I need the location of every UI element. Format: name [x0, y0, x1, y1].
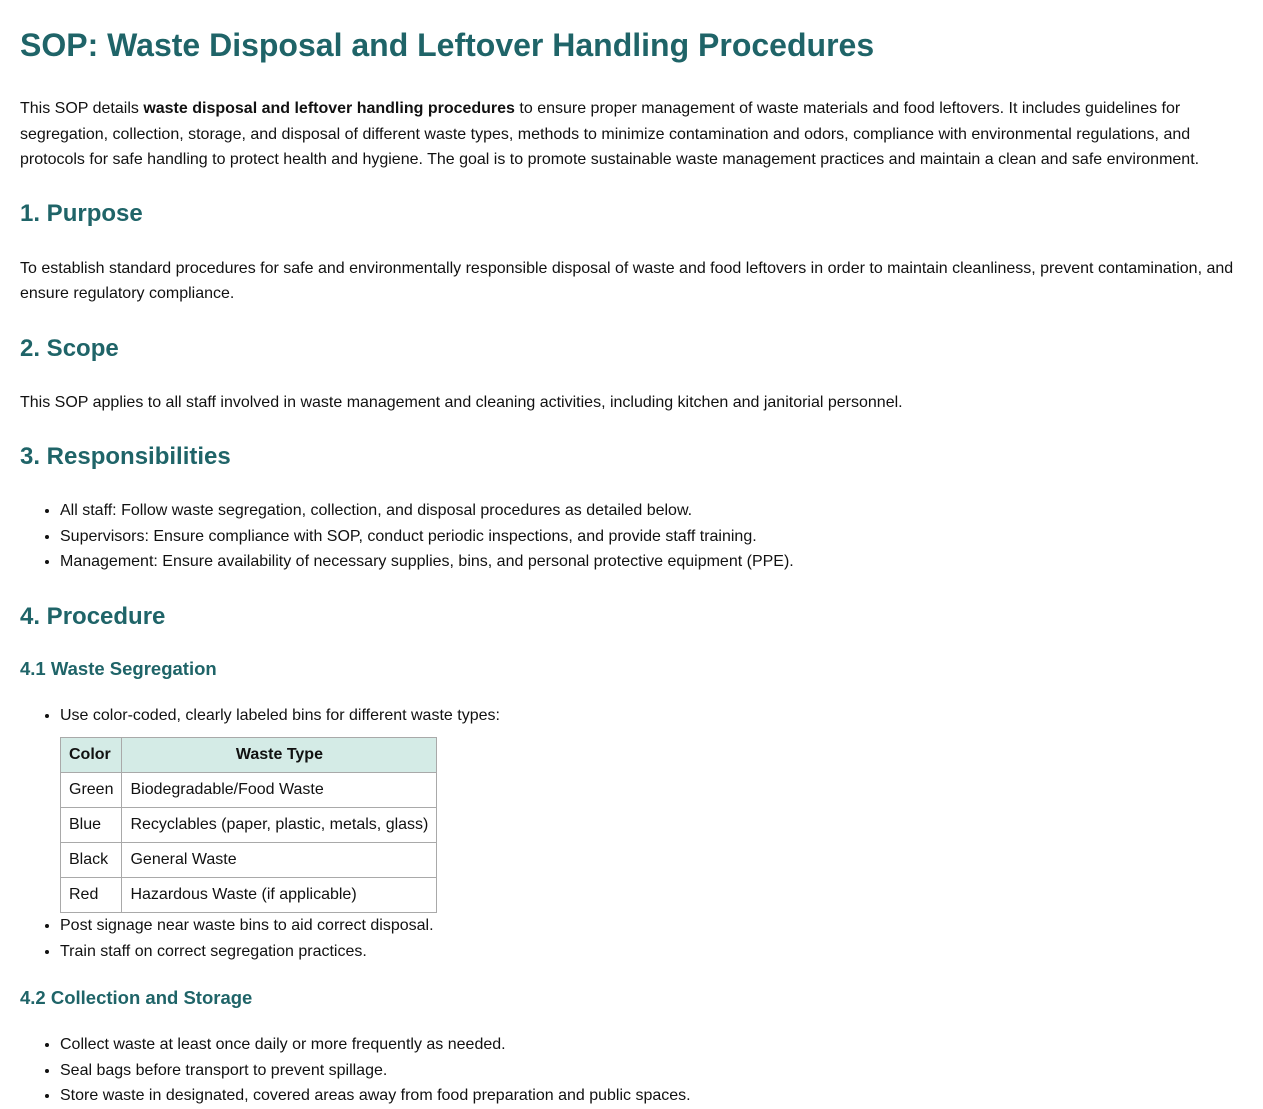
- cell-waste-type: Hazardous Waste (if applicable): [122, 878, 437, 913]
- table-row: [61, 843, 437, 878]
- column-header-waste-type: Waste Type: [122, 738, 437, 773]
- segregation-intro-text: Use color-coded, clearly labeled bins for different waste types:: [60, 706, 500, 724]
- list-item: • Train staff on correct segregation practices.: [60, 939, 1243, 965]
- intro-bold: waste disposal and leftover handling procedures: [143, 100, 515, 117]
- cell-color: Blue: [61, 808, 122, 843]
- segregation-heading: 4.1 Waste Segregation: [20, 657, 217, 679]
- table-row: [61, 773, 437, 808]
- purpose-text: To establish standard procedures for safe and environmentally responsible disposal of waste and food leftovers in order to maintain cleanliness, prevent contamination, and ensure regulatory compliance.: [20, 259, 1234, 302]
- intro-prefix: This SOP details: [20, 100, 144, 117]
- list-item: • Management: Ensure availability of necessary supplies, bins, and personal protective equipment (PPE).: [60, 549, 1243, 575]
- waste-bin-table: [60, 737, 437, 913]
- column-header-color: Color: [61, 738, 122, 773]
- list-item: • Supervisors: Ensure compliance with SOP, conduct periodic inspections, and provide staff training.: [60, 524, 1243, 550]
- cell-waste-type: General Waste: [122, 843, 437, 878]
- list-item: • Collect waste at least once daily or more frequently as needed.: [60, 1032, 1243, 1058]
- cell-color: Red: [61, 878, 122, 913]
- list-item: • Store waste in designated, covered areas away from food preparation and public spaces.: [60, 1083, 1243, 1109]
- collection-heading: 4.2 Collection and Storage: [20, 987, 253, 1008]
- list-item: • Seal bags before transport to prevent spillage.: [60, 1058, 1243, 1084]
- responsibilities-list: [20, 498, 1243, 575]
- procedure-heading: 4. Procedure: [20, 602, 166, 630]
- table-header-row: [61, 738, 437, 773]
- segregation-list: [20, 703, 1243, 965]
- scope-heading: 2. Scope: [20, 334, 119, 362]
- intro-suffix: to ensure proper management of waste materials and food leftovers. It includes guidelines for segregation, collection, storage, and disposal of different waste types, methods to minimize contamination and odors, compliance with environmental regulations, and protocols for safe handling to protect health and hygiene. The goal is to promote sustainable waste management practices and maintain a clean and safe environment.: [20, 100, 1200, 168]
- purpose-heading: 1. Purpose: [20, 199, 143, 227]
- list-item: • Post signage near waste bins to aid correct disposal.: [60, 913, 1243, 939]
- intro-paragraph: [20, 96, 1243, 173]
- collection-list: [20, 1032, 1243, 1109]
- cell-color: Black: [61, 843, 122, 878]
- list-item: • All staff: Follow waste segregation, collection, and disposal procedures as detailed below.: [60, 498, 1243, 524]
- cell-color: Green: [61, 773, 122, 808]
- scope-text: This SOP applies to all staff involved in waste management and cleaning activities, including kitchen and janitorial personnel.: [20, 393, 903, 411]
- cell-waste-type: Recyclables (paper, plastic, metals, glass): [122, 808, 437, 843]
- table-row: [61, 878, 437, 913]
- list-item: [60, 703, 1243, 914]
- cell-waste-type: Biodegradable/Food Waste: [122, 773, 437, 808]
- page-title: SOP: Waste Disposal and Leftover Handling Procedures: [20, 27, 875, 63]
- responsibilities-heading: 3. Responsibilities: [20, 443, 231, 470]
- table-row: [61, 808, 437, 843]
